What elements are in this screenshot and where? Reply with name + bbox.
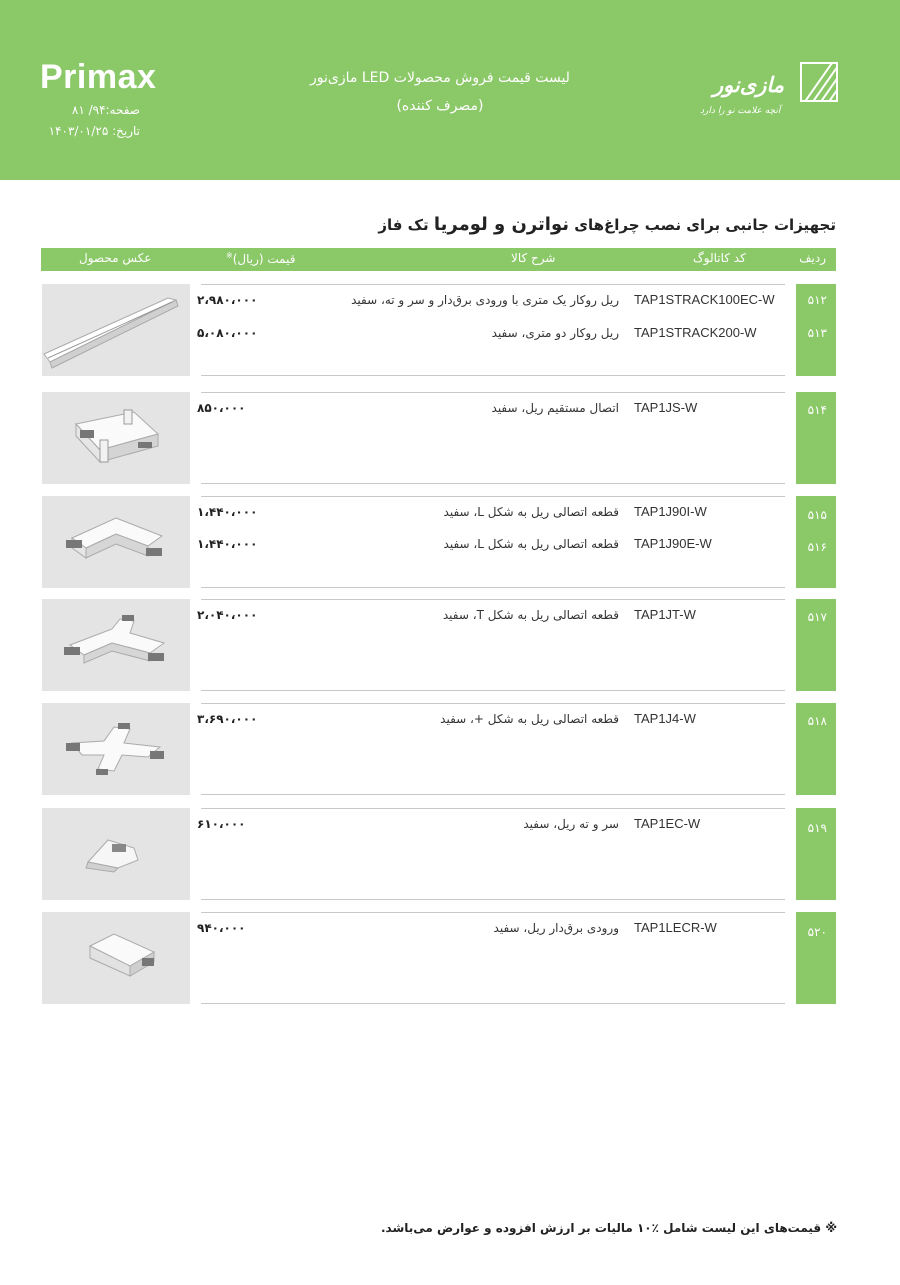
- document-subtitle: (مصرف کننده): [396, 98, 484, 114]
- catalog-code: TAP1J90E-W: [634, 536, 712, 551]
- product-price: ۱،۴۴۰،۰۰۰: [197, 537, 258, 551]
- catalog-code: TAP1LECR-W: [634, 920, 717, 935]
- document-date: تاریخ: ۱۴۰۳/۰۱/۲۵: [48, 124, 140, 138]
- row-number-cell: [796, 808, 836, 900]
- product-group-t-joint: [197, 599, 785, 691]
- product-description: قطعه اتصالی ریل به شکل +، سفید: [440, 712, 619, 726]
- row-number-cell: [796, 912, 836, 1004]
- product-group-live-end: [197, 912, 785, 1004]
- header-photo: عکس محصول: [79, 251, 152, 265]
- product-price: ۹۴۰،۰۰۰: [197, 921, 246, 935]
- logo-wordmark: مازی‌نور: [712, 72, 784, 97]
- logo-tagline: آنچه علامت نو را دارد: [700, 106, 781, 116]
- section-title-end: تک فاز: [378, 216, 429, 234]
- product-description: اتصال مستقیم ریل، سفید: [491, 401, 619, 415]
- company-logo: [698, 60, 840, 126]
- product-description: ورودی برق‌دار ریل، سفید: [493, 921, 619, 935]
- product-group-rails: [197, 284, 785, 376]
- row-number-cell: [796, 496, 836, 588]
- row-number-cell: [796, 392, 836, 484]
- row-number: ۵۲۰: [807, 925, 827, 939]
- row-number-cell: [796, 703, 836, 795]
- row-number-cell: [796, 284, 836, 376]
- row-number: ۵۱۳: [807, 326, 827, 340]
- header-price: [226, 251, 295, 266]
- footnote: ※ قیمت‌های این لیست شامل ٪۱۰ مالیات بر ارزش افزوده و عوارض می‌باشد.: [380, 1221, 837, 1235]
- header-code: کد کاتالوگ: [693, 251, 746, 265]
- page-info: [40, 100, 140, 142]
- product-price: ۲،۹۸۰،۰۰۰: [197, 293, 258, 307]
- row-number: ۵۱۸: [807, 714, 827, 728]
- catalog-code: TAP1J4-W: [634, 711, 696, 726]
- product-group-cross-joint: [197, 703, 785, 795]
- catalog-code: TAP1JS-W: [634, 400, 698, 415]
- table-header: [41, 248, 836, 271]
- header-band: [0, 0, 900, 180]
- product-photo-live-end: [42, 912, 190, 1004]
- product-description: ریل روکار یک متری با ورودی برق‌دار و سر و ته، سفید: [351, 293, 619, 307]
- row-number: ۵۱۵: [807, 508, 827, 522]
- row-number: ۵۱۹: [807, 821, 827, 835]
- product-group-l-joints: [197, 496, 785, 588]
- product-price: ۳،۶۹۰،۰۰۰: [197, 712, 258, 726]
- product-description: قطعه اتصالی ریل به شکل T، سفید: [442, 608, 619, 622]
- product-price: ۶۱۰،۰۰۰: [197, 817, 246, 831]
- product-price: ۸۵۰،۰۰۰: [197, 401, 246, 415]
- catalog-code: TAP1J90I-W: [634, 504, 707, 519]
- product-group-end-cap: [197, 808, 785, 900]
- price-note-mark: ※: [226, 251, 233, 260]
- header-row: ردیف: [799, 251, 826, 265]
- row-number: ۵۱۶: [807, 540, 827, 554]
- product-photo-cross-joint: [42, 703, 190, 795]
- product-price: ۵،۰۸۰،۰۰۰: [197, 326, 258, 340]
- section-title: [300, 214, 836, 235]
- section-title-emphasis: نواترن و لومریا: [433, 214, 570, 235]
- section-title-start: تجهیزات جانبی برای نصب چراغ‌های: [574, 216, 836, 234]
- product-photo-l-joint: [42, 496, 190, 588]
- product-description: سر و ته ریل، سفید: [523, 817, 619, 831]
- product-description: قطعه اتصالی ریل به شکل L، سفید: [443, 537, 619, 551]
- product-group-straight-joint: [197, 392, 785, 484]
- row-number: ۵۱۷: [807, 610, 827, 624]
- header-description: شرح کالا: [511, 251, 556, 265]
- brand-name: Primax: [40, 58, 157, 96]
- product-photo-end-cap: [42, 808, 190, 900]
- header-price-label: قیمت (ریال): [232, 252, 296, 266]
- catalog-code: TAP1STRACK100EC-W: [634, 292, 775, 307]
- product-price: ۱،۴۴۰،۰۰۰: [197, 505, 258, 519]
- product-photo-straight-joint: [42, 392, 190, 484]
- document-title: لیست قیمت فروش محصولات LED مازی‌نور: [310, 70, 570, 86]
- catalog-code: TAP1STRACK200-W: [634, 325, 757, 340]
- catalog-code: TAP1JT-W: [634, 607, 696, 622]
- product-photo-t-joint: [42, 599, 190, 691]
- page-number: صفحه:۹۴/ ۸۱: [71, 103, 140, 117]
- row-number: ۵۱۴: [807, 403, 827, 417]
- product-price: ۲،۰۴۰،۰۰۰: [197, 608, 258, 622]
- row-number: ۵۱۲: [807, 293, 827, 307]
- logo-stripes-icon: [800, 62, 838, 102]
- row-number-cell: [796, 599, 836, 691]
- catalog-code: TAP1EC-W: [634, 816, 701, 831]
- product-description: ریل روکار دو متری، سفید: [491, 326, 619, 340]
- product-photo-rail: [42, 284, 190, 376]
- product-description: قطعه اتصالی ریل به شکل L، سفید: [443, 505, 619, 519]
